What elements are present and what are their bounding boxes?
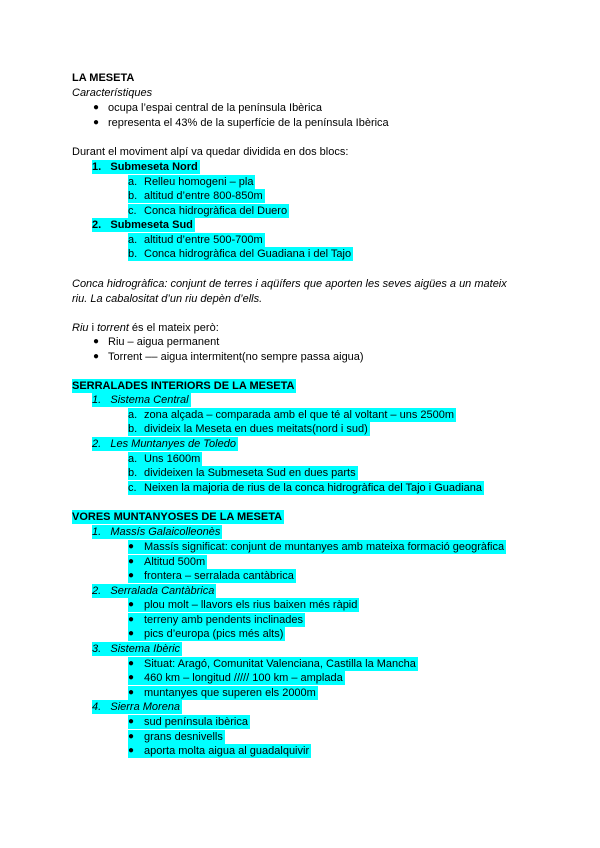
bullet-icon: ● — [128, 686, 144, 700]
bullet-icon: ● — [128, 540, 144, 554]
list-number: 2. — [92, 438, 102, 450]
list-letter: b. — [128, 466, 144, 480]
bullet-icon: ● — [128, 627, 144, 641]
numbered-heading — [92, 525, 222, 539]
list-heading: Submeseta Sud — [110, 219, 193, 231]
list-heading: Sistema Ibèric — [110, 643, 181, 655]
section-title-serralades: SERRALADES INTERIORS DE LA MESETA — [72, 380, 295, 392]
text: i — [88, 322, 98, 334]
term-riu: Riu — [72, 322, 89, 334]
bullet-icon: ● — [128, 613, 144, 627]
list-letter: a. — [128, 233, 144, 247]
list-item: Massís significat: conjunt de muntanyes amb mateixa formació geogràfica — [144, 541, 505, 553]
list-item: divideix la Meseta en dues meitats(nord i sud) — [144, 423, 368, 435]
list-item: altitud d’entre 800-850m — [144, 190, 263, 202]
list-item: Conca hidrogràfica del Guadiana i del Tajo — [144, 248, 352, 260]
list-item: grans desnivells — [144, 731, 223, 743]
paragraph: Durant el moviment alpí va quedar dividida en dos blocs: — [72, 146, 349, 158]
list-item: Neixen la majoria de rius de la conca hidrogràfica del Tajo i Guadiana — [144, 482, 482, 494]
list-item: aporta molta aigua al guadalquivir — [144, 745, 310, 757]
list-heading: Serralada Cantàbrica — [110, 585, 215, 597]
list-item: terreny amb pendents inclinades — [144, 614, 303, 626]
section-title-meseta: LA MESETA — [72, 72, 135, 84]
numbered-heading — [92, 218, 195, 232]
numbered-heading — [92, 437, 238, 451]
list-letter: b. — [128, 247, 144, 261]
numbered-heading — [92, 160, 200, 174]
list-item: 460 km – longitud ///// 100 km – amplada — [144, 672, 343, 684]
list-item: pics d’europa (pics més alts) — [144, 628, 284, 640]
list-letter: a. — [128, 175, 144, 189]
list-heading: Sistema Central — [110, 394, 189, 406]
list-item: plou molt – llavors els rius baixen més ràpid — [144, 599, 358, 611]
list-number: 3. — [92, 643, 102, 655]
list-heading: Massís Galaicolleonès — [110, 526, 221, 538]
list-letter: b. — [128, 189, 144, 203]
bullet-icon: ● — [93, 336, 100, 347]
list-number: 4. — [92, 701, 102, 713]
bullet-icon: ● — [128, 569, 144, 583]
list-letter: b. — [128, 422, 144, 436]
list-item: sud península ibèrica — [144, 716, 248, 728]
numbered-heading — [92, 642, 182, 656]
list-item: Uns 1600m — [144, 453, 201, 465]
bullet-icon: ● — [128, 730, 144, 744]
section-title-vores: VORES MUNTANYOSES DE LA MESETA — [72, 511, 283, 523]
bullet-icon: ● — [93, 117, 100, 128]
list-number: 2. — [92, 219, 102, 231]
list-item: muntanyes que superen els 2000m — [144, 687, 316, 699]
list-item: ocupa l’espai central de la península Ibèrica — [108, 102, 323, 114]
bullet-icon: ● — [128, 715, 144, 729]
list-item: altitud d’entre 500-700m — [144, 234, 263, 246]
definition-line: Conca hidrogràfica: conjunt de terres i aqüífers que aporten les seves aigües a un mateix — [72, 278, 507, 290]
bullet-icon: ● — [93, 102, 100, 113]
caracteristiques-label: Característiques — [72, 87, 153, 99]
definition-line: riu. La cabalositat d’un riu depèn d’ells. — [72, 293, 263, 305]
list-number: 1. — [92, 526, 102, 538]
numbered-heading — [92, 584, 216, 598]
list-heading: Sierra Morena — [110, 701, 181, 713]
list-item: Riu – aigua permanent — [108, 336, 220, 348]
list-number: 2. — [92, 585, 102, 597]
list-item: Conca hidrogràfica del Duero — [144, 205, 288, 217]
bullet-icon: ● — [128, 657, 144, 671]
bullet-icon: ● — [128, 671, 144, 685]
list-letter: a. — [128, 408, 144, 422]
list-item: Situat: Aragó, Comunitat Valenciana, Castilla la Mancha — [144, 658, 416, 670]
numbered-heading — [92, 700, 182, 714]
list-item: Torrent –– aigua intermitent(no sempre passa aigua) — [108, 351, 364, 363]
list-heading: Les Muntanyes de Toledo — [110, 438, 236, 450]
list-letter: c. — [128, 481, 144, 495]
numbered-heading — [92, 393, 191, 407]
bullet-icon: ● — [128, 598, 144, 612]
paragraph — [72, 321, 219, 335]
list-letter: c. — [128, 204, 144, 218]
list-item: divideixen la Submeseta Sud en dues parts — [144, 467, 356, 479]
list-heading: Submeseta Nord — [110, 161, 198, 173]
list-number: 1. — [92, 394, 102, 406]
list-item: Altitud 500m — [144, 556, 206, 568]
list-letter: a. — [128, 452, 144, 466]
list-item: representa el 43% de la superfície de la península Ibèrica — [108, 117, 389, 129]
list-item: zona alçada – comparada amb el que té al voltant – uns 2500m — [144, 409, 455, 421]
text: és el mateix però: — [128, 322, 219, 334]
list-item: frontera – serralada cantàbrica — [144, 570, 294, 582]
bullet-icon: ● — [128, 555, 144, 569]
bullet-icon: ● — [128, 744, 144, 758]
bullet-icon: ● — [93, 351, 100, 362]
term-torrent: torrent — [97, 322, 129, 334]
list-item: Relleu homogeni – pla — [144, 176, 254, 188]
list-number: 1. — [92, 161, 102, 173]
